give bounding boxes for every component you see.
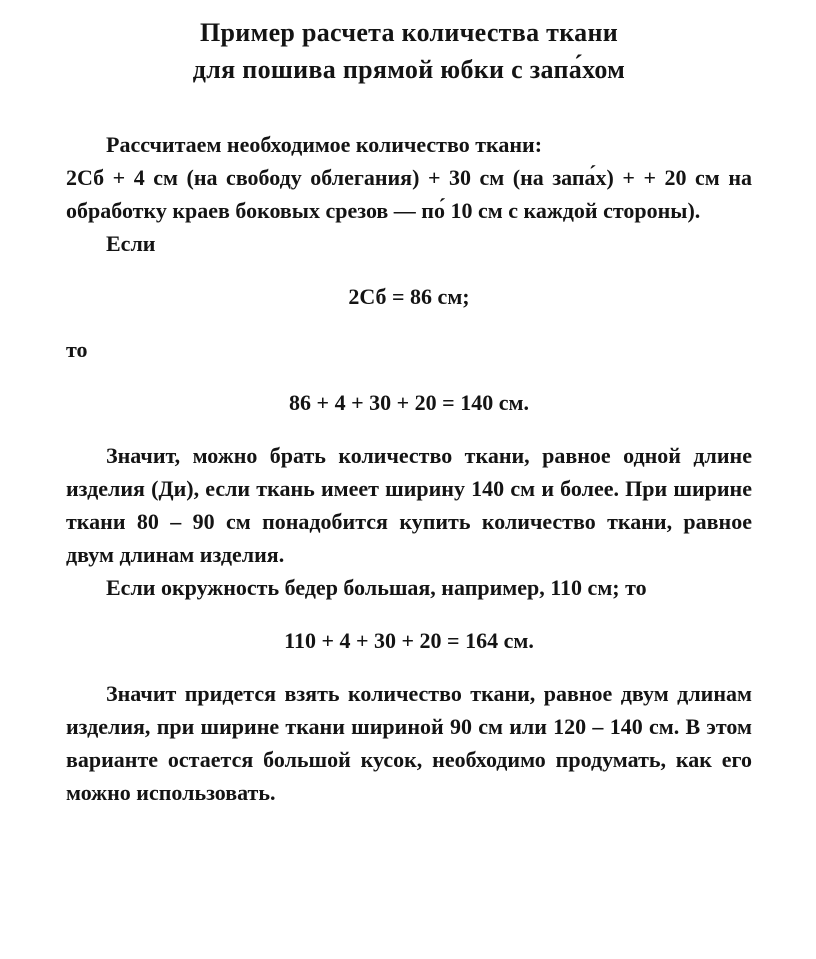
- paragraph-if: Если: [106, 231, 156, 256]
- page-title-line-2: для пошива прямой юбки с запа́хом: [192, 55, 626, 84]
- paragraph-intro: Рассчитаем необходимое количество ткани:: [106, 132, 543, 157]
- paragraph-conclusion-two-lengths: Значит придется взять количество ткани, равное двум длинам изделия, при ширине ткани шириной 90 см или 120 – 140 см. В этом варианте остается большой кусок, необходимо продумать, как его можно использовать.: [66, 681, 752, 805]
- formula-total-140: 86 + 4 + 30 + 20 = 140 см.: [289, 390, 529, 415]
- formula-total-164: 110 + 4 + 30 + 20 = 164 см.: [284, 628, 534, 653]
- paragraph-formula-explanation: 2Сб + 4 см (на свободу облегания) + 30 см (на запа́х) + + 20 см на обработку краев боковых срезов — по́ 10 см с каждой стороны).: [66, 165, 752, 223]
- paragraph-large-hips: Если окружность бедер большая, например, 110 см; то: [106, 575, 647, 600]
- formula-hip-measure: 2Сб = 86 см;: [348, 284, 470, 309]
- paragraph-then: то: [66, 337, 88, 362]
- page-title-line-1: Пример расчета количества ткани: [200, 18, 618, 47]
- paragraph-conclusion-one-length: Значит, можно брать количество ткани, равное одной длине изделия (Ди), если ткань имеет ширину 140 см и более. При ширине ткани 80 – 90 см понадобится купить количество ткани, равное двум длинам изделия.: [66, 443, 752, 567]
- page-title: [66, 14, 752, 88]
